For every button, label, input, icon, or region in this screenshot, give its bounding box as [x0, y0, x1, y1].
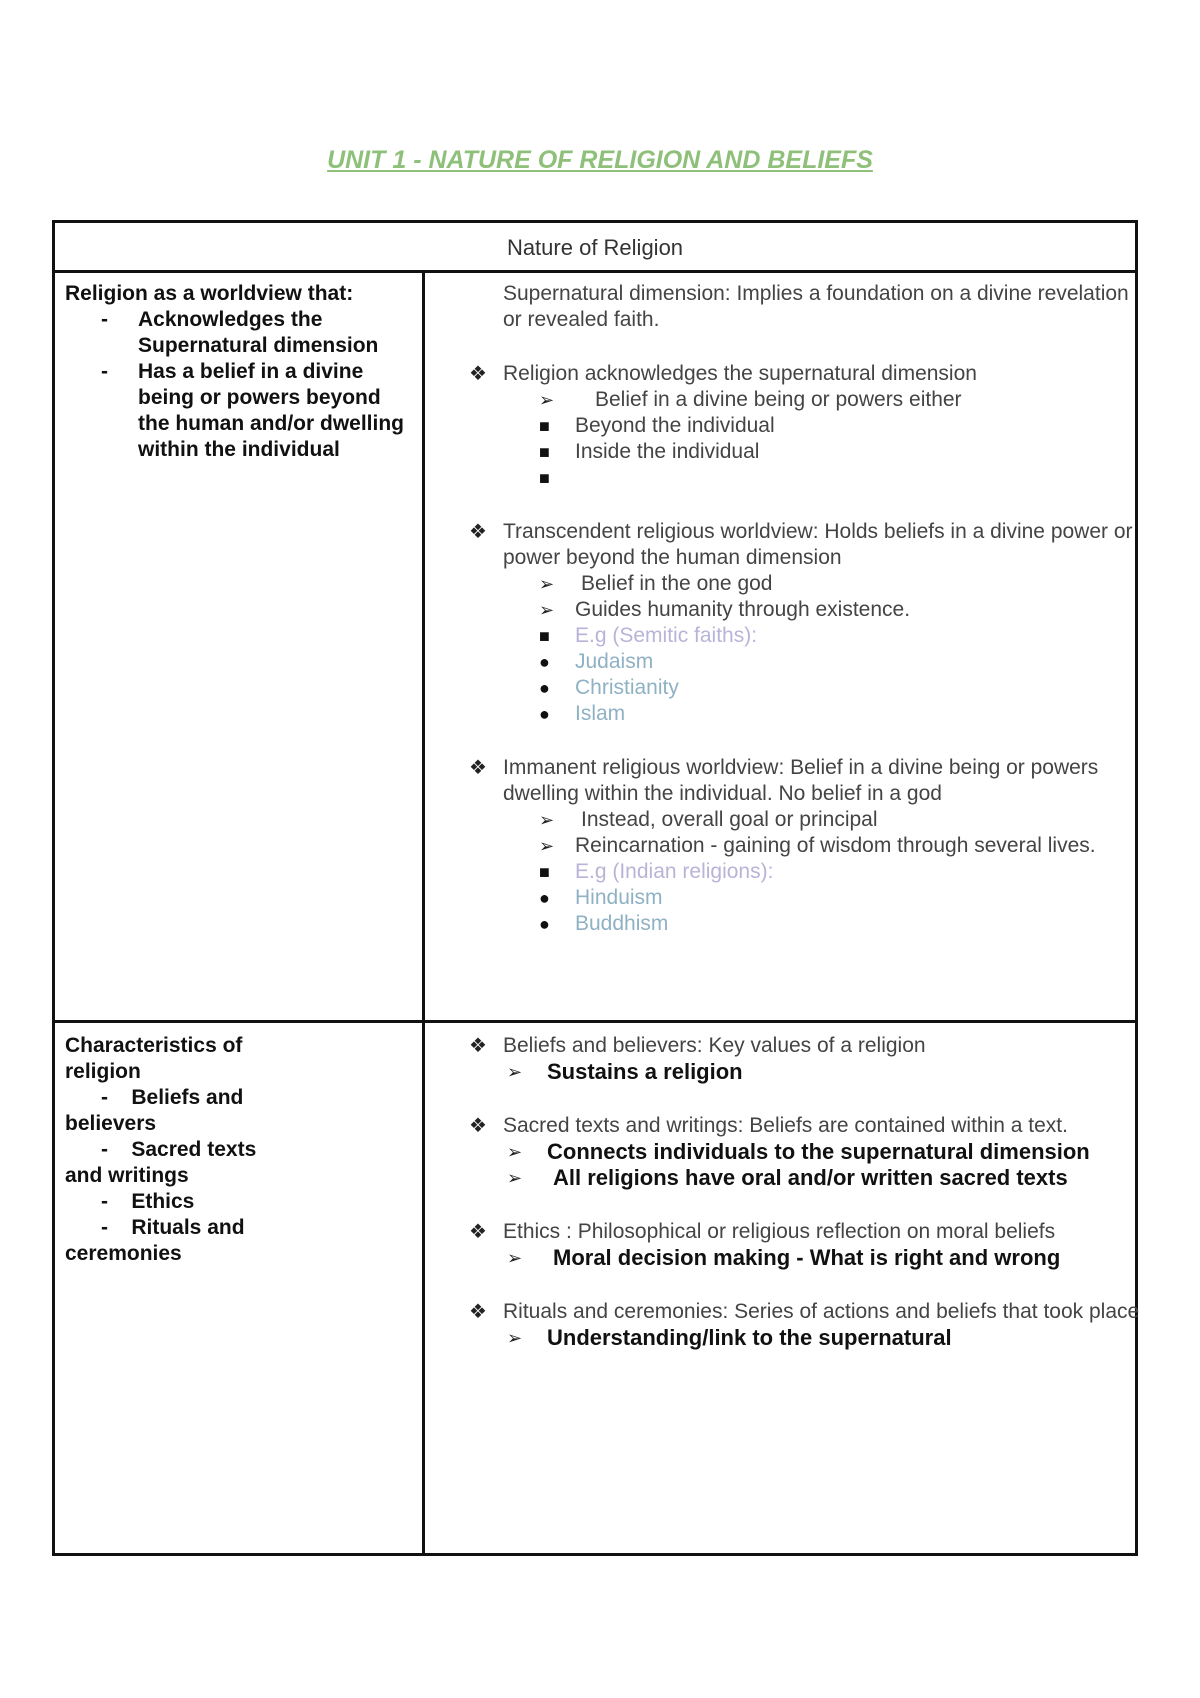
bullet-transcendent: [469, 519, 1143, 727]
diamond-icon: ❖: [469, 1115, 487, 1137]
sub-item: ➢ Sustains a religion: [507, 1059, 743, 1084]
sub-item: ■ E.g (Semitic faiths):: [539, 624, 758, 647]
page-title: UNIT 1 - NATURE OF RELIGION AND BELIEFS: [327, 146, 873, 174]
square-icon: ■: [539, 416, 550, 436]
list-item: - Acknowledges the Supernatural dimension: [65, 307, 415, 359]
list-item: - Beliefs and believers: [65, 1086, 244, 1135]
dot-icon: ●: [539, 704, 550, 724]
diamond-icon: ❖: [469, 1035, 487, 1057]
diamond-icon: ❖: [469, 363, 487, 385]
row2-right-cell: [469, 1033, 1143, 1379]
sub-item: ● Christianity: [539, 676, 679, 699]
sub-item: ➢ Moral decision making - What is right and wrong: [507, 1245, 1061, 1270]
arrow-icon: ➢: [539, 574, 555, 594]
sub-item: ■ Inside the individual: [539, 440, 760, 463]
sub-item: ● Islam: [539, 702, 626, 725]
sub-item: ➢ Belief in the one god: [539, 572, 773, 595]
sub-item: ➢ Belief in a divine being or powers either: [539, 388, 962, 411]
row1-heading: Religion as a worldview that:: [65, 282, 354, 305]
sub-item: ● Judaism: [539, 650, 654, 673]
arrow-icon: ➢: [507, 1168, 523, 1188]
sub-item: ■ E.g (Indian religions):: [539, 860, 774, 883]
sub-item: ● Hinduism: [539, 886, 663, 909]
row-divider: [55, 1020, 1135, 1023]
arrow-icon: ➢: [539, 600, 555, 620]
bullet-beliefs: [469, 1033, 1143, 1085]
arrow-icon: ➢: [539, 810, 555, 830]
column-divider: [422, 273, 425, 1553]
arrow-icon: ➢: [539, 390, 555, 410]
square-icon: ■: [539, 468, 550, 488]
arrow-icon: ➢: [507, 1062, 523, 1082]
diamond-icon: ❖: [469, 521, 487, 543]
arrow-icon: ➢: [539, 836, 555, 856]
sub-item: ➢ Reincarnation - gaining of wisdom through several lives.: [539, 834, 1096, 857]
bullet-text: Rituals and ceremonies: Series of actions and beliefs that took place: [503, 1300, 1140, 1323]
arrow-icon: ➢: [507, 1328, 523, 1348]
arrow-icon: ➢: [507, 1248, 523, 1268]
sub-item: ➢ All religions have oral and/or written sacred texts: [507, 1165, 1068, 1190]
square-icon: ■: [539, 442, 550, 462]
sub-item: ➢ Understanding/link to the supernatural: [507, 1325, 952, 1350]
row2-heading: Characteristics of religion: [65, 1034, 243, 1083]
sub-item: ➢ Instead, overall goal or principal: [539, 808, 878, 831]
diamond-icon: ❖: [469, 1221, 487, 1243]
diamond-icon: ❖: [469, 1301, 487, 1323]
bullet-text: Sacred texts and writings: Beliefs are contained within a text.: [503, 1114, 1068, 1137]
list-item: - Sacred texts and writings: [65, 1138, 257, 1187]
sub-item-empty: [503, 465, 1143, 491]
table-header: Nature of Religion: [55, 223, 1135, 273]
row1-right-cell: [469, 281, 1143, 965]
sub-item: ■ Beyond the individual: [539, 414, 775, 437]
list-item: - Rituals and ceremonies: [65, 1216, 245, 1265]
square-icon: ■: [539, 862, 550, 882]
bullet-immanent: [469, 755, 1143, 937]
bullet-text: Ethics : Philosophical or religious reflection on moral beliefs: [503, 1220, 1056, 1243]
dot-icon: ●: [539, 914, 550, 934]
row1-list: [65, 307, 415, 463]
dot-icon: ●: [539, 888, 550, 908]
row1-left-cell: [65, 281, 415, 463]
list-item: - Ethics: [101, 1190, 195, 1213]
supernatural-intro: Supernatural dimension: Implies a foundation on a divine revelation or revealed faith.: [503, 282, 1129, 331]
sub-item: ➢ Guides humanity through existence.: [539, 598, 911, 621]
square-icon: ■: [539, 626, 550, 646]
religion-table: [52, 220, 1138, 1556]
bullet-supernatural: [469, 361, 1143, 491]
sub-item: ➢ Connects individuals to the supernatural dimension: [507, 1139, 1090, 1164]
diamond-icon: ❖: [469, 757, 487, 779]
arrow-icon: ➢: [507, 1142, 523, 1162]
list-item: - Has a belief in a divine being or powers beyond the human and/or dwelling within the individual: [65, 359, 415, 463]
bullet-sacred-texts: [469, 1113, 1143, 1191]
bullet-text: Beliefs and believers: Key values of a religion: [503, 1034, 926, 1057]
bullet-text: Immanent religious worldview: Belief in a divine being or powers dwelling within the individual. No belief in a god: [503, 756, 1099, 805]
row2-left-cell: [65, 1033, 285, 1267]
bullet-rituals: [469, 1299, 1143, 1351]
dot-icon: ●: [539, 652, 550, 672]
dot-icon: ●: [539, 678, 550, 698]
bullet-ethics: [469, 1219, 1143, 1271]
bullet-text: Religion acknowledges the supernatural dimension: [503, 362, 977, 385]
sub-item: ● Buddhism: [539, 912, 669, 935]
bullet-text: Transcendent religious worldview: Holds beliefs in a divine power or power beyond the human dimension: [503, 520, 1133, 569]
